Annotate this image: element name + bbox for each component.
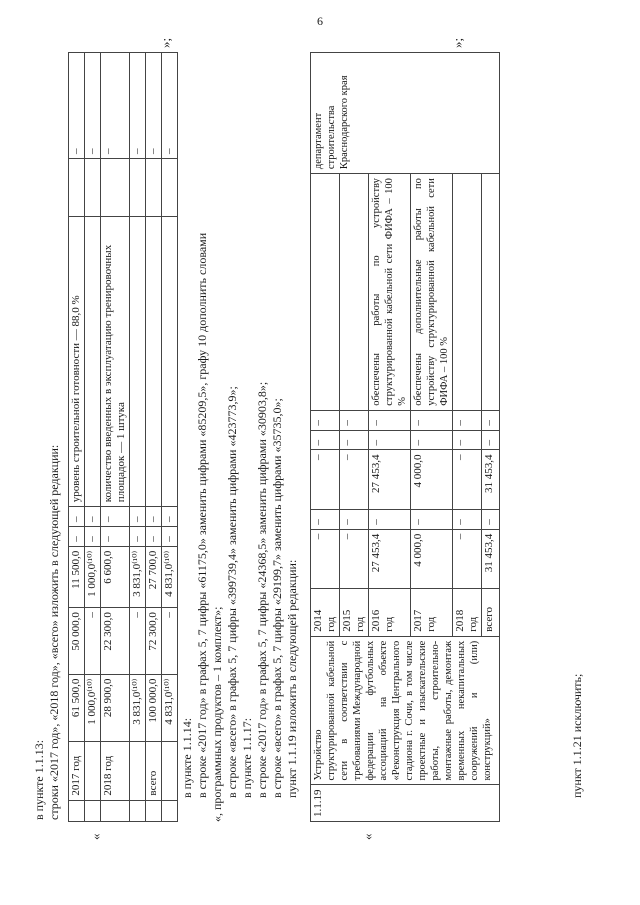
table-1113 bbox=[68, 52, 178, 822]
table-cell-blank bbox=[101, 800, 130, 821]
table-row bbox=[101, 53, 130, 822]
table-cell-c8: – bbox=[340, 430, 369, 450]
table-cell-c5: – bbox=[340, 529, 369, 588]
table-cell-c6: – bbox=[101, 527, 130, 547]
table-row bbox=[69, 53, 85, 822]
table-cell-c8: – bbox=[411, 430, 453, 450]
table-row bbox=[130, 53, 146, 822]
table-cell-c6: – bbox=[453, 509, 482, 529]
table-cell-c3: 4 831,0⁽¹⁰⁾ bbox=[162, 674, 178, 741]
table-cell-c9 bbox=[69, 158, 85, 216]
table-cell-c6: – bbox=[340, 509, 369, 529]
table-cell-c6: – bbox=[146, 527, 162, 547]
table-cell-blank bbox=[130, 800, 146, 821]
table-cell-blank bbox=[69, 800, 85, 821]
table-cell-c10: – bbox=[101, 53, 130, 159]
table-row bbox=[85, 53, 101, 822]
table-cell-c7: – bbox=[340, 450, 369, 509]
table-cell-desc: обеспечены дополнительные работы по устройству структурированной кабельной сети ФИФА – 100 % bbox=[411, 174, 453, 411]
table-cell-c9: – bbox=[369, 410, 411, 430]
table-cell-desc bbox=[130, 216, 146, 507]
table-cell-c4: 22 300,0 bbox=[101, 608, 130, 675]
table-cell-c9: – bbox=[453, 410, 482, 430]
table-cell-desc bbox=[453, 174, 482, 411]
table-cell-c5: 31 453,4 bbox=[482, 529, 500, 588]
table-cell-year: всего bbox=[482, 589, 500, 637]
para1-line1: в пункте 1.1.13: bbox=[32, 739, 46, 820]
table-cell-c7: 4 000,0 bbox=[411, 450, 453, 509]
table-cell-c4: – bbox=[130, 608, 146, 675]
table-cell-c5: 4 831,0⁽¹⁰⁾ bbox=[162, 546, 178, 607]
para2-l5: в пункте 1.1.17: bbox=[240, 717, 254, 798]
table-cell-blank bbox=[85, 800, 101, 821]
table-cell-c7: – bbox=[146, 507, 162, 527]
table-cell-c10: – bbox=[85, 53, 101, 159]
para2-l2: в строке «2017 год» в графах 5, 7 цифры «61175,0» заменить цифрами «85209,5», графу 10 дополнить словами bbox=[195, 232, 209, 798]
table-cell-c9: – bbox=[340, 410, 369, 430]
table-cell-year: 2018 год bbox=[453, 589, 482, 637]
table-cell-c10: – bbox=[162, 53, 178, 159]
item-name: Устройство структурированной кабельной сети в соответствии с требованиями Международной федерации футбольных ассоциаций на объекте «Реконструкция Центрального стадиона г. Сочи, в том числе проектные и изыскательские работы, строительно-монтажные работы, демонтаж временных некапитальных сооружений и (или) конструкций» bbox=[311, 636, 500, 785]
table-cell-c7: – bbox=[85, 507, 101, 527]
table-cell-c6: – bbox=[482, 509, 500, 529]
table-1119 bbox=[310, 52, 500, 822]
quote-close-1: »; bbox=[158, 37, 173, 48]
table-cell-c5: 27 700,0 bbox=[146, 546, 162, 607]
para2-l3: «, программных продуктов – 1 комплект»; bbox=[210, 606, 224, 822]
table-cell-c9: – bbox=[311, 410, 340, 430]
table-cell-year: 2017 год bbox=[69, 741, 85, 800]
table-cell-c8: – bbox=[453, 430, 482, 450]
item-number: 1.1.19 bbox=[311, 785, 500, 822]
table-cell-desc: обеспечены работы по устройству структурированной кабельной сети ФИФА – 100 % bbox=[369, 174, 411, 411]
para1-line2: строки «2017 год», «2018 год», «всего» изложить в следующей редакции: bbox=[47, 444, 61, 820]
table-cell-c9: – bbox=[411, 410, 453, 430]
table-cell-c5: 6 600,0 bbox=[101, 546, 130, 607]
table-cell-c6: – bbox=[85, 527, 101, 547]
table-cell-blank bbox=[162, 800, 178, 821]
table-cell-c7: – bbox=[130, 507, 146, 527]
table-cell-desc bbox=[162, 216, 178, 507]
para2-l4: в строке «всего» в графах 5, 7 цифры «399739,4» заменить цифрами «423773,9»; bbox=[225, 386, 239, 798]
table-cell-c7: – bbox=[453, 450, 482, 509]
table-cell-c10: – bbox=[146, 53, 162, 159]
table-cell-c10: – bbox=[69, 53, 85, 159]
quote-open-1: « bbox=[88, 833, 103, 840]
table-cell-desc bbox=[482, 174, 500, 411]
table-cell-desc: уровень строительной готовности — 88,0 % bbox=[69, 216, 85, 507]
table-cell-c9 bbox=[146, 158, 162, 216]
para2-l1: в пункте 1.1.14: bbox=[180, 717, 194, 798]
table-cell-desc bbox=[146, 216, 162, 507]
table-cell-year: 2015 год bbox=[340, 589, 369, 637]
table-cell-c9 bbox=[130, 158, 146, 216]
table-cell-c3: 100 000,0 bbox=[146, 674, 162, 741]
table-cell-c3: 61 500,0 bbox=[69, 674, 85, 741]
table-cell-c8: – bbox=[482, 430, 500, 450]
table-cell-c4: – bbox=[85, 608, 101, 675]
table-cell-c9: – bbox=[482, 410, 500, 430]
table-cell-c9 bbox=[101, 158, 130, 216]
table-cell-c9 bbox=[85, 158, 101, 216]
quote-open-2: « bbox=[360, 833, 375, 840]
table-cell-c6: – bbox=[311, 509, 340, 529]
table-cell-c5: 3 831,0⁽¹⁰⁾ bbox=[130, 546, 146, 607]
table-cell-year: 2017 год bbox=[411, 589, 453, 637]
rotated-page-content bbox=[30, 30, 600, 890]
table-cell-c5: 1 000,0⁽¹⁰⁾ bbox=[85, 546, 101, 607]
table-cell-year: 2018 год bbox=[101, 741, 130, 800]
para2-l7: в строке «всего» в графах 5, 7 цифры «29199,7» заменить цифрами «35735,0»; bbox=[270, 398, 284, 798]
table-cell-c5: 4 000,0 bbox=[411, 529, 453, 588]
executor: департамент строительства Краснодарского края bbox=[311, 53, 500, 174]
table-cell-year bbox=[162, 741, 178, 800]
table-row bbox=[146, 53, 162, 822]
quote-close-2: »; bbox=[450, 37, 465, 48]
table-cell-desc bbox=[85, 216, 101, 507]
table-cell-c3: 28 900,0 bbox=[101, 674, 130, 741]
table-cell-c6: – bbox=[130, 527, 146, 547]
table-cell-c7: – bbox=[162, 507, 178, 527]
table-cell-c6: – bbox=[162, 527, 178, 547]
table-cell-desc bbox=[340, 174, 369, 411]
para2-l8: пункт 1.1.19 изложить в следующей редакции: bbox=[285, 559, 299, 798]
table-cell-c4: 50 000,0 bbox=[69, 608, 85, 675]
page-number: 6 bbox=[317, 14, 323, 28]
table-cell-c5: 11 500,0 bbox=[69, 546, 85, 607]
table-cell-year bbox=[85, 741, 101, 800]
table-cell-c7: – bbox=[311, 450, 340, 509]
table-cell-c5: – bbox=[453, 529, 482, 588]
para3: пункт 1.1.21 исключить; bbox=[570, 673, 584, 798]
table-cell-year: 2016 год bbox=[369, 589, 411, 637]
table-cell-c4: 72 300,0 bbox=[146, 608, 162, 675]
table-cell-c7: – bbox=[69, 507, 85, 527]
table-row bbox=[311, 53, 340, 822]
table-cell-c6: – bbox=[69, 527, 85, 547]
table-cell-c7: – bbox=[101, 507, 130, 527]
table-cell-c7: 27 453,4 bbox=[369, 450, 411, 509]
table-cell-c3: 3 831,0⁽¹⁰⁾ bbox=[130, 674, 146, 741]
table-cell-c8: – bbox=[311, 430, 340, 450]
table-cell-c9 bbox=[162, 158, 178, 216]
table-row bbox=[162, 53, 178, 822]
para2-l6: в строке «2017 год» в графах 5, 7 цифры «24368,5» заменить цифрами «30903,8»; bbox=[255, 381, 269, 798]
table-cell-year: 2014 год bbox=[311, 589, 340, 637]
table-cell-c6: – bbox=[369, 509, 411, 529]
table-cell-c7: 31 453,4 bbox=[482, 450, 500, 509]
table-cell-desc bbox=[311, 174, 340, 411]
table-cell-blank bbox=[146, 800, 162, 821]
table-cell-year bbox=[130, 741, 146, 800]
table-cell-c5: – bbox=[311, 529, 340, 588]
table-cell-c6: – bbox=[411, 509, 453, 529]
table-cell-c3: 1 000,0⁽¹⁰⁾ bbox=[85, 674, 101, 741]
table-cell-c8: – bbox=[369, 430, 411, 450]
table-cell-c4: – bbox=[162, 608, 178, 675]
table-cell-year: всего bbox=[146, 741, 162, 800]
table-cell-desc: количество введенных в эксплуатацию тренировочных площадок — 1 штука bbox=[101, 216, 130, 507]
table-cell-c10: – bbox=[130, 53, 146, 159]
table-cell-c5: 27 453,4 bbox=[369, 529, 411, 588]
